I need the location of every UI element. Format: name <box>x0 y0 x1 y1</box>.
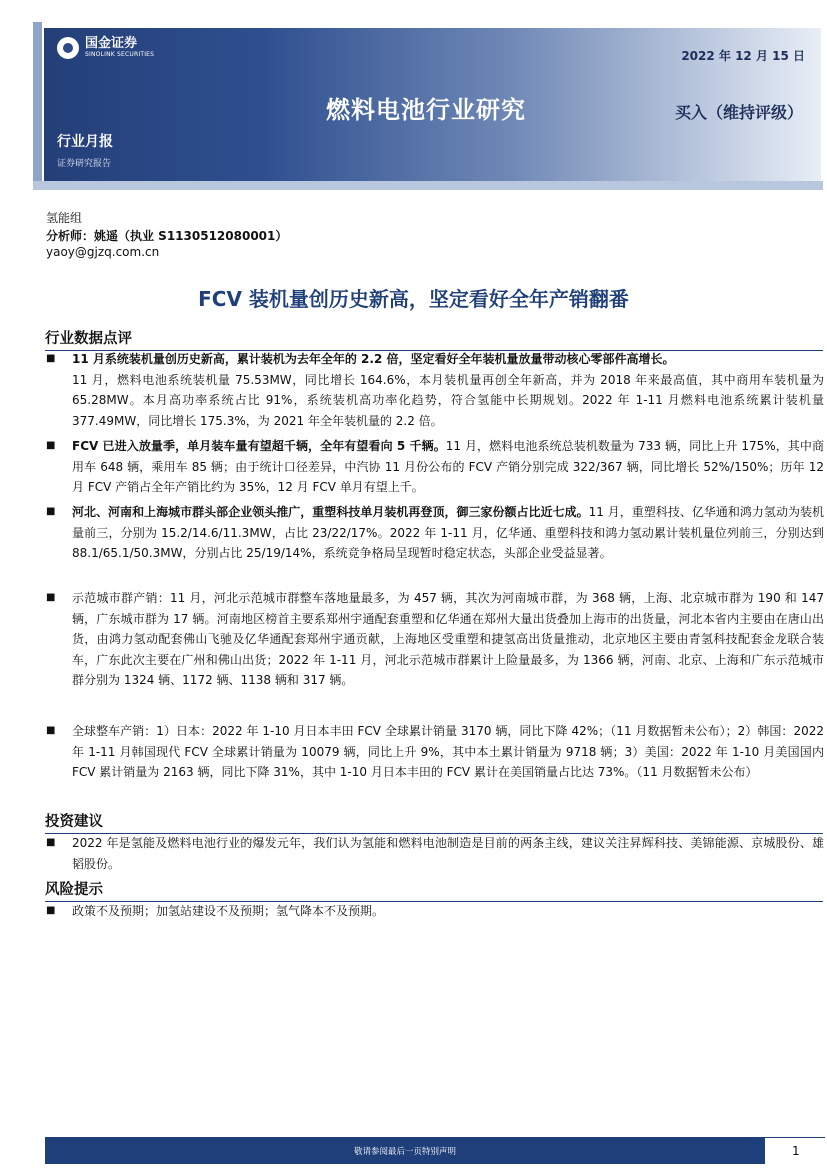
list-item <box>44 588 824 691</box>
bullet-square-icon: ■ <box>46 592 56 603</box>
company-logo <box>57 37 154 59</box>
banner-left-accent <box>33 22 42 187</box>
bullet-lead: FCV 已进入放量季，单月装车量有望超千辆，全年有望看向 5 千辆。 <box>72 439 446 453</box>
banner-bottom-accent <box>33 181 823 190</box>
rating: 买入（维持评级） <box>674 103 803 122</box>
section-heading-data-review: 行业数据点评 <box>45 327 823 351</box>
footer-disclaimer-link[interactable]: 敬请参阅最后一页特别声明 <box>353 1147 456 1157</box>
bullet-body: 11 月，重塑科技、亿华通和鸿力氢动为装机量前三，分别为 15.2/14.6/11.3MW，占比 23/22/17%。2022 年 1-11 月，亿华通、重塑科技和鸿力氢动累计装机量位列前三，分别达到 88.1/65.1/50.3MW，分别占比 25/19/14%，系统竞争格局呈现暂时稳定状态，头部企业受益显著。 <box>72 505 824 560</box>
logo-cn-name: 国金证券 <box>85 36 138 51</box>
bullet-body: 11 月，燃料电池系统总装机数量为 733 辆，同比上升 175%，其中商用车 648 辆，乘用车 85 辆；由于统计口径差异，中汽协 11 月份公布的 FCV 产销分别完成 322/367 辆，同比增长 52%/150%；历年 12 月 FCV 产销占全年产销比约为 35%，12 月 FCV 单月有望上千。 <box>72 439 824 494</box>
report-headline: FCV 装机量创历史新高，坚定看好全年产销翻番 <box>198 287 629 311</box>
report-subtype: 证券研究报告 <box>57 159 112 169</box>
section-heading-risk: 风险提示 <box>45 878 823 902</box>
bullet-body: 2022 年是氢能及燃料电池行业的爆发元年，我们认为氢能和燃料电池制造是目前的两条主线，建议关注昇辉科技、美锦能源、京城股份、雄韬股份。 <box>72 836 824 871</box>
bullet-square-icon: ■ <box>46 837 56 848</box>
report-type: 行业月报 <box>57 134 113 150</box>
list-item <box>44 833 824 874</box>
industry-title: 燃料电池行业研究 <box>326 96 526 124</box>
analyst-name: 分析师：姚遥（执业 S1130512080001） <box>46 229 288 243</box>
bullet-body: 示范城市群产销：11 月，河北示范城市群整车落地量最多，为 457 辆，其次为河南城市群，为 368 辆，上海、北京城市群为 190 和 147 辆，广东城市群为 17 辆。河南地区榜首主要系郑州宇通配套重塑和亿华通在郑州大量出货叠加上海市的出货量，河北本省内主要由在唐山出货，由鸿力氢动配套佛山飞驰及亿华通配套郑州宇通贡献，上海地区受重塑和捷氢高出货量推动，北京地区主要由青氢科技配套金龙联合装车，广东此次主要在广州和佛山出货；2022 年 1-11 月，河北示范城市群累计上险量最多，为 1366 辆，河南、北京、上海和广东示范城市群分别为 1324 辆、1172 辆、1138 辆和 317 辆。 <box>72 591 824 687</box>
bullet-body: 政策不及预期；加氢站建设不及预期；氢气降本不及预期。 <box>72 904 385 918</box>
bullet-square-icon: ■ <box>46 905 56 916</box>
bullet-lead: 河北、河南和上海城市群头部企业领头推广，重塑科技单月装机再登顶，御三家份额占比近七成。 <box>72 505 589 519</box>
bullet-body: 全球整车产销：1）日本：2022 年 1-10 月日本丰田 FCV 全球累计销量 3170 辆，同比下降 42%；（11 月数据暂未公布）；2）韩国：2022 年 1-11 月韩国现代 FCV 全球累计销量为 10079 辆，同比上升 9%，其中本土累计销量为 9718 辆；3）美国：2022 年 1-10 月美国国内 FCV 累计销量为 2163 辆，同比下降 31%，其中 1-10 月日本丰田的 FCV 累计在美国销量占比达 73%。（11 月数据暂未公布） <box>72 724 824 779</box>
list-item <box>44 436 824 498</box>
section-heading-investment: 投资建议 <box>45 810 823 834</box>
bullet-lead: 11 月系统装机量创历史新高，累计装机为去年全年的 2.2 倍，坚定看好全年装机量放量带动核心零部件高增长。 <box>72 352 675 366</box>
report-date: 2022 年 12 月 15 日 <box>681 49 805 63</box>
analyst-email[interactable]: yaoy@gjzq.com.cn <box>46 245 160 259</box>
logo-icon <box>57 37 79 59</box>
list-item <box>44 901 824 922</box>
bullet-body: 11 月，燃料电池系统装机量 75.53MW，同比增长 164.6%，本月装机量再创全年新高，并为 2018 年来最高值，其中商用车装机量为 65.28MW。本月高功率系统占比 91%，系统装机高功率化趋势，符合氢能中长期规划。2022 年 1-11 月燃料电池系统累计装机量 377.49MW，同比增长 175.3%，为 2021 年全年装机量的 2.2 倍。 <box>72 372 824 428</box>
bullet-square-icon: ■ <box>46 440 56 451</box>
bullet-square-icon: ■ <box>46 506 56 517</box>
list-item <box>44 721 824 783</box>
bullet-square-icon: ■ <box>46 725 56 736</box>
list-item <box>44 349 824 431</box>
list-item <box>44 502 824 564</box>
page-number: 1 <box>792 1144 800 1158</box>
bullet-square-icon: ■ <box>46 353 56 364</box>
logo-en-name: SINOLINK SECURITIES <box>85 51 155 58</box>
team-name: 氢能组 <box>46 211 83 225</box>
